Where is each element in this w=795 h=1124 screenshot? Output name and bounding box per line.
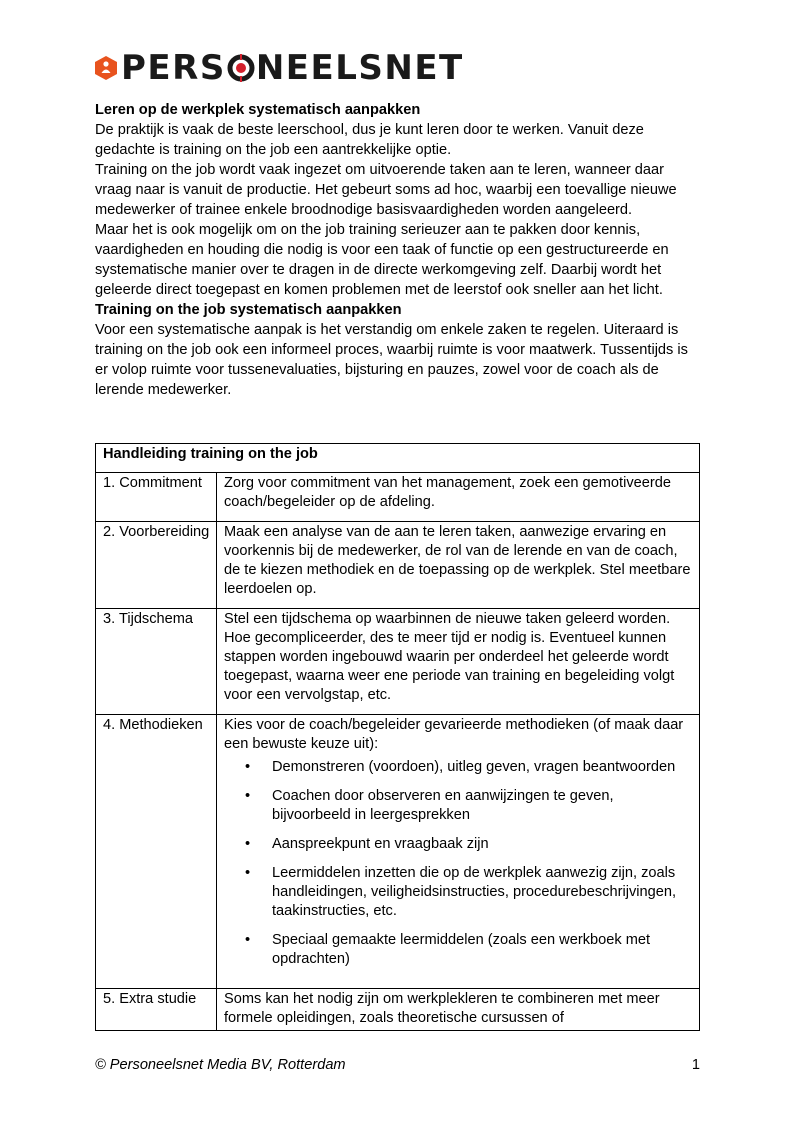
row-cell-methods (217, 715, 700, 989)
table-title: Handleiding training on the job (96, 444, 700, 473)
methods-list (224, 758, 693, 969)
section-paragraph: Voor een systematische aanpak is het verstandig om enkele zaken te regelen. Uiteraard is training on the job ook een informeel proces, waarbij ruimte is voor maatwerk. Tussentijds is er volop ruimte voor tussenevaluaties, bijsturing en pauzes, zowel voor de coach als de lerende medewerker. (95, 322, 688, 398)
footer-copyright: © Personeelsnet Media BV, Rotterdam (95, 1057, 346, 1073)
logo-wordmark (121, 50, 464, 86)
list-item: • Demonstreren (voordoen), uitleg geven, vragen beantwoorden (272, 758, 693, 777)
row-label: 2. Voorbereiding (96, 522, 217, 609)
logo-text-start: PERS (121, 48, 226, 88)
table-row (96, 522, 700, 609)
article-heading: Leren op de werkplek systematisch aanpakken (95, 102, 421, 118)
row-text: Maak een analyse van de aan te leren taken, aanwezige ervaring en voorkennis bij de medewerker, de rol van de lerende en van de coach, de te kiezen methodiek en de toepassing op de werkplek. Stel meetbare leerdoelen op. (217, 522, 700, 609)
row-label: 5. Extra studie (96, 989, 217, 1031)
section-subheading: Training on the job systematisch aanpakken (95, 302, 402, 318)
page-number: 1 (691, 1057, 700, 1073)
article-body (95, 100, 700, 400)
paragraph-3: Maar het is ook mogelijk om on the job training serieuzer aan te pakken door kennis, vaardigheden en houding die nodig is voor een taak of functie op een gestructureerde en systematische manier over te dragen in de directe werkomgeving zelf. Daarbij wordt het geleerde direct toegepast en komen problemen met de leerstof ook sneller aan het licht. (95, 222, 669, 298)
row-label: 4. Methodieken (96, 715, 217, 989)
list-item: • Leermiddelen inzetten die op de werkplek aanwezig zijn, zoals handleidingen, veiligheidsinstructies, procedurebeschrijvingen, taakinstructies, etc. (272, 864, 693, 921)
table-row (96, 989, 700, 1031)
table-header-row (96, 444, 700, 473)
list-item: • Aanspreekpunt en vraagbaak zijn (272, 835, 693, 854)
table-row (96, 473, 700, 522)
row-text: Soms kan het nodig zijn om werkplekleren te combineren met meer formele opleidingen, zoals theoretische cursussen of (217, 989, 700, 1031)
row-label: 3. Tijdschema (96, 609, 217, 715)
target-o-icon (227, 54, 255, 82)
list-item: • Speciaal gemaakte leermiddelen (zoals een werkboek met opdrachten) (272, 931, 693, 969)
list-item: • Coachen door observeren en aanwijzingen te geven, bijvoorbeeld in leergesprekken (272, 787, 693, 825)
row-text: Kies voor de coach/begeleider gevarieerde methodieken (of maak daar een bewuste keuze uit): (224, 717, 684, 752)
page-footer (95, 1057, 700, 1073)
guide-table (95, 443, 700, 1031)
table-row (96, 609, 700, 715)
paragraph-1: De praktijk is vaak de beste leerschool, dus je kunt leren door te werken. Vanuit deze gedachte is training on the job een aantrekkelijke optie. (95, 122, 644, 158)
hexagon-person-icon (95, 56, 117, 80)
row-label: 1. Commitment (96, 473, 217, 522)
row-text: Stel een tijdschema op waarbinnen de nieuwe taken geleerd worden. Hoe gecompliceerder, des te meer tijd er nodig is. Eventueel kunnen stappen worden ingebouwd waarin per onderdeel het geleerde wordt toegepast, waarna weer ene periode van training en begeleiding volgt voor een vervolgstap, etc. (217, 609, 700, 715)
paragraph-2: Training on the job wordt vaak ingezet om uitvoerende taken aan te leren, wanneer daar vraag naar is vanuit de productie. Het gebeurt soms ad hoc, waarbij een toevallige nieuwe medewerker of trainee enkele broodnodige basisvaardigheden worden aangeleerd. (95, 162, 677, 218)
row-text: Zorg voor commitment van het management, zoek een gemotiveerde coach/begeleider op de afdeling. (217, 473, 700, 522)
logo-text-end: NEELSNET (255, 48, 464, 88)
table-row (96, 715, 700, 989)
personeelsnet-logo (95, 50, 464, 86)
